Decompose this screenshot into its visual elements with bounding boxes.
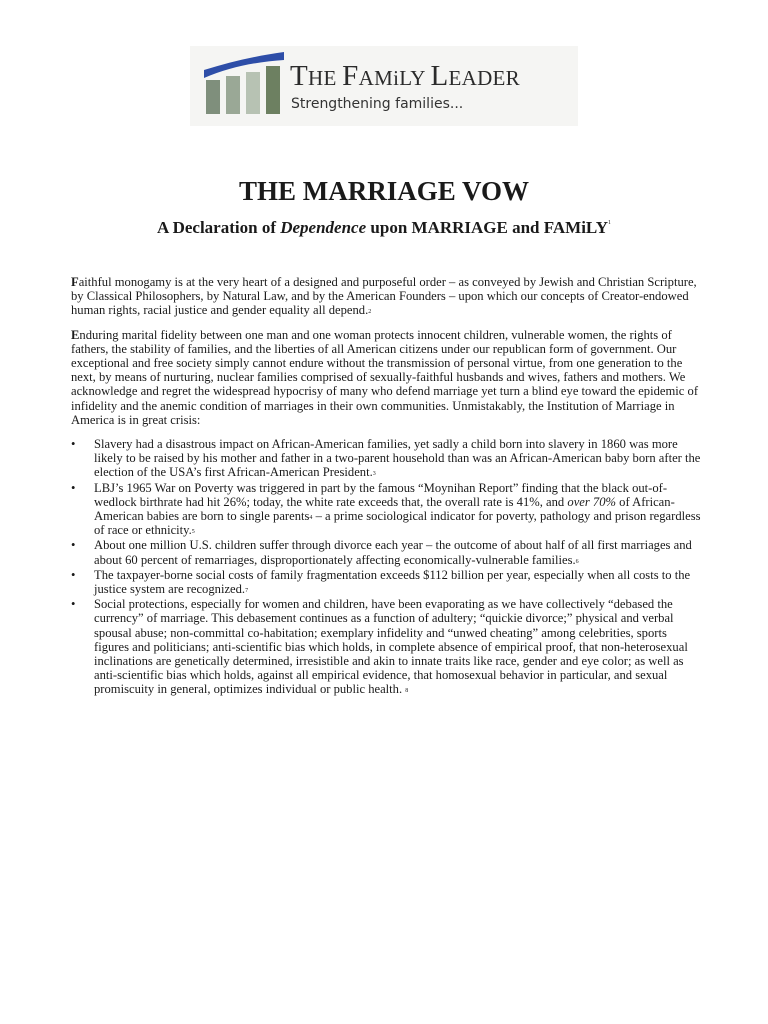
logo-bar-1 [206,80,220,114]
footnote-ref: 7 [245,588,249,595]
paragraph-2: Enduring marital fidelity between one man and one woman protects innocent children, vulnerable women, the rights of fathers, the stability of families, and the liberties of all American citizens under our republican form of government. Our exceptional and free society simply cannot endure without the transmission of personal virtue, from one generation to the next, by means of nurturing, nuclear families comprised of sexually-faithful husbands and wives, fathers and mothers. We acknowledge and regret the widespread hypocrisy of many who defend marriage yet turn a blind eye toward the epidemic of infidelity and the anemic condition of marriages in their own communities. Unmistakably, the Institution of Marriage in America is in great crisis: [71,327,699,427]
footnote-ref: 5 [191,529,195,536]
footnote-ref: 8 [405,688,409,695]
document-body [71,275,701,698]
crisis-list [71,437,701,697]
footnote-ref: 3 [372,471,376,478]
document-title: THE MARRIAGE VOW [239,176,529,206]
list-item: • About one million U.S. children suffer through divorce each year – the outcome of about half of all first marriages and about 60 percent of remarriages, disproportionately affecting economically-vulnerable families.$^6$ [71,538,701,566]
footnote-ref: 6 [575,558,579,565]
footnote-ref: 1 [607,220,611,226]
logo-wordmark: THE FAMiLY LEADER [290,60,520,92]
logo-bar-3 [246,72,260,114]
footnote-ref: 4 [309,515,313,522]
document-subtitle: A Declaration of Dependence upon MARRIAGE and FAMiLY$^1$ [157,218,611,237]
logo-bar-2 [226,76,240,114]
logo-bar-4 [266,66,280,114]
list-item: • Slavery had a disastrous impact on African-American families, yet sadly a child born into slavery in 1860 was more likely to be raised by his mother and father in a two-parent household than was an African-American baby born after the election of the USA’s first African-American President.$^3$ [71,437,701,480]
list-item: • Social protections, especially for women and children, have been evaporating as we have collectively “debased the currency” of marriage. This debasement continues as a function of adultery; “quickie divorce;” physical and verbal spousal abuse; non-committal co-habitation; exemplary infidelity and “unwed cheating” among celebrities, sports figures and politicians; anti-scientific bias which holds, in complete absence of empirical proof, that non-heterosexual inclinations are genetically determined, irresistible and akin to innate traits like race, gender and eye color; as well as anti-scientific bias which holds, against all empirical evidence, that homosexual behavior in particular, and sexual promiscuity in general, optimizes individual or public health. $^8$ [71,597,701,696]
list-item: • LBJ’s 1965 War on Poverty was triggered in part by the famous “Moynihan Report” finding that the black out-of-wedlock birthrate had hit 26%; today, the white rate exceeds that, the overall rate is 41%, and over 70% of African-American babies are born to single parents$^4$ – a prime sociological indicator for poverty, pathology and prison regardless of race or ethnicity.$^5$ [71,481,701,538]
logo [190,46,578,126]
list-item: • The taxpayer-borne social costs of family fragmentation exceeds $112 billion per year, especially when all costs to the justice system are recognized.$^7$ [71,568,701,596]
drop-initial: E [71,327,80,342]
drop-initial: F [71,275,79,289]
logo-bars-icon [200,50,290,122]
logo-tagline: Strengthening families... [291,96,464,112]
footnote-ref: 2 [368,309,372,316]
paragraph-1: Faithful monogamy is at the very heart of a designed and purposeful order – as conveyed by Jewish and Christian Scripture, by Classical Philosophers, by Natural Law, and by the American Founders – upon which our concepts of Creator-endowed human rights, racial justice and gender equality all depend.$^2$ [71,275,697,318]
